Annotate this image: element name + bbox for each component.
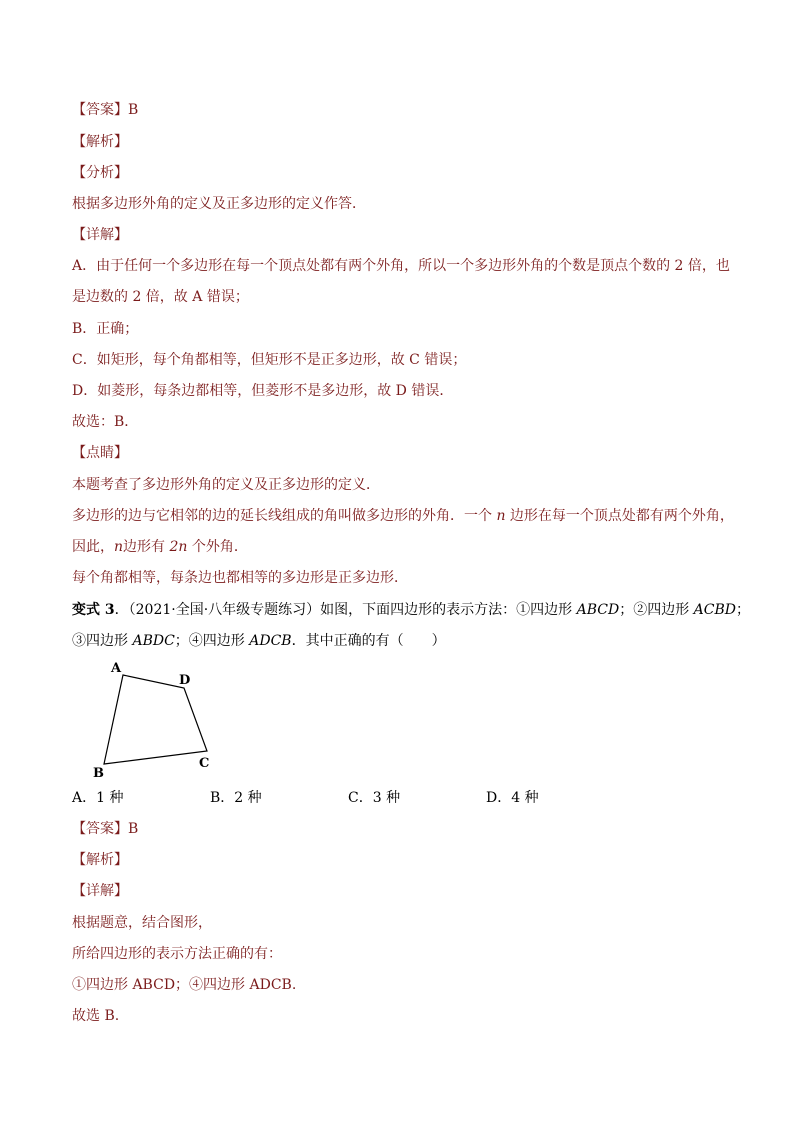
vertex-label-c: C	[199, 756, 210, 771]
solution-line3	[72, 976, 296, 994]
variable-n: n	[496, 508, 506, 524]
option-a: A．1 种	[72, 790, 124, 806]
dianjing-line2	[72, 507, 734, 525]
dianjing-line3-start: 因此，	[72, 539, 114, 555]
question-sep3: ；④四边形	[174, 633, 250, 649]
option-a-explanation-line2: 是边数的 2 倍，故 A 错误；	[72, 289, 249, 305]
option-c: C．3 种	[348, 790, 401, 806]
option-d-explanation: D．如菱形，每条边都相等，但菱形不是多边形，故 D 错误．	[72, 383, 454, 399]
question-sep1: ；②四边形	[619, 602, 694, 618]
analysis-heading: 【解析】	[72, 134, 128, 150]
question-label: 变式 3	[72, 602, 115, 618]
question-line2	[72, 632, 446, 650]
option-c-explanation: C．如矩形，每个角都相等，但矩形不是正多边形，故 C 错误；	[72, 352, 467, 368]
dianjing-line1: 本题考查了多边形外角的定义及正多边形的定义．	[72, 477, 380, 493]
dianjing-line3-end: 个外角．	[187, 539, 248, 555]
detail-heading-2: 【详解】	[72, 883, 128, 899]
question-line1	[72, 601, 750, 619]
variable-2n: 2n	[169, 539, 188, 555]
option-a-explanation-line1: A．由于任何一个多边形在每一个顶点处都有两个外角，所以一个多边形外角的个数是顶点个数的 2 倍，也	[72, 258, 730, 274]
circled-number-1: ①	[72, 977, 86, 993]
solution-quad-4: 四边形 ADCB.	[203, 977, 297, 993]
quadrilateral-shape	[104, 675, 207, 764]
vertex-label-d: D	[179, 673, 191, 688]
solution-line2: 所给四边形的表示方法正确的有：	[72, 946, 282, 962]
choose-line: 故选：B．	[72, 414, 139, 430]
solution-line4: 故选 B.	[72, 1008, 120, 1024]
variable-n: n	[114, 539, 124, 555]
dianjing-heading: 【点睛】	[72, 445, 128, 461]
solution-quad-1: 四边形 ABCD；	[86, 977, 190, 993]
question-sep2: ；	[736, 602, 751, 618]
analysis-heading-2: 【解析】	[72, 852, 128, 868]
circled-number-4: ④	[189, 977, 204, 993]
question-line2-end: ．其中正确的有（ ）	[291, 633, 446, 649]
vertex-label-b: B	[93, 766, 104, 780]
dianjing-line4: 每个角都相等，每条边也都相等的多边形是正多边形．	[72, 570, 408, 586]
quad-name-3: ABDC	[132, 633, 175, 649]
fenxi-heading: 【分析】	[72, 165, 128, 181]
option-d: D．4 种	[486, 790, 539, 806]
quad-name-1: ABCD	[576, 602, 620, 618]
fenxi-text: 根据多边形外角的定义及正多边形的定义作答．	[72, 196, 366, 212]
answer-line: 【答案】B	[72, 102, 139, 118]
detail-heading: 【详解】	[72, 227, 128, 243]
answer-line-2: 【答案】B	[72, 821, 139, 837]
solution-line1: 根据题意，结合图形，	[72, 915, 212, 931]
dianjing-line2-end: 边形在每一个顶点处都有两个外角，	[505, 508, 734, 524]
question-line2-start: ③四边形	[72, 633, 133, 649]
question-source: ．（2021·全国·八年级专题练习）如图，下面四边形的表示方法：①四边形	[114, 602, 577, 618]
option-b-explanation: B．正确；	[72, 321, 139, 337]
dianjing-line3-mid: 边形有	[123, 539, 170, 555]
option-b: B．2 种	[210, 790, 262, 806]
quadrilateral-figure	[80, 655, 230, 780]
vertex-label-a: A	[111, 661, 122, 676]
quad-name-2: ACBD	[693, 602, 737, 618]
dianjing-line2-start: 多边形的边与它相邻的边的延长线组成的角叫做多边形的外角．一个	[72, 508, 497, 524]
dianjing-line3	[72, 538, 248, 556]
quad-name-4: ADCB	[249, 633, 292, 649]
